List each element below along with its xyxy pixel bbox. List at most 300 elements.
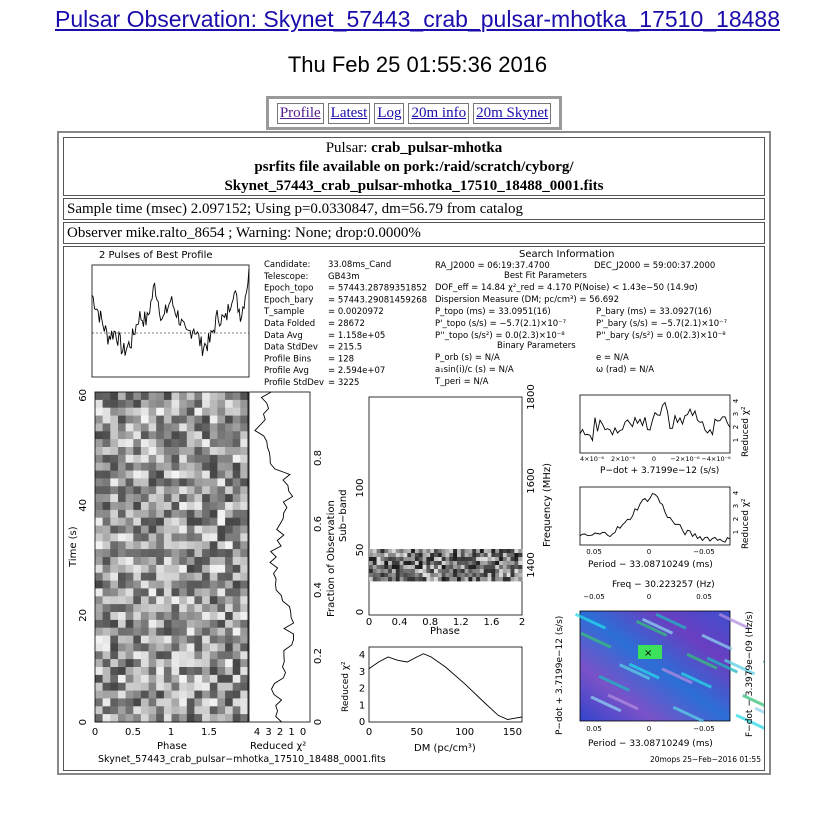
time-phase-cell xyxy=(194,431,202,439)
time-phase-cell xyxy=(164,533,172,541)
time-phase-cell xyxy=(110,675,118,683)
time-phase-cell xyxy=(118,392,126,400)
time-phase-cell xyxy=(217,675,225,683)
time-phase-cell xyxy=(202,620,210,628)
subband-cell xyxy=(461,557,465,561)
subband-cell xyxy=(426,561,430,565)
subband-cell xyxy=(468,561,472,565)
time-phase-cell xyxy=(187,439,195,447)
time-phase-ytick: 40 xyxy=(78,499,89,512)
time-phase-cell xyxy=(103,675,111,683)
time-phase-cell xyxy=(217,620,225,628)
time-phase-cell xyxy=(149,463,157,471)
tperi-value: T_peri = N/A xyxy=(435,377,489,387)
time-phase-cell xyxy=(110,541,118,549)
subband-cell xyxy=(407,573,411,577)
subband-cell xyxy=(388,549,392,553)
time-phase-cell xyxy=(126,565,134,573)
subband-cell xyxy=(468,577,472,581)
candidate-row-label: Profile Avg xyxy=(264,366,309,377)
subband-cell xyxy=(388,573,392,577)
time-phase-cell xyxy=(179,416,187,424)
time-phase-cell xyxy=(118,439,126,447)
time-phase-cell xyxy=(149,604,157,612)
time-phase-cell xyxy=(156,392,164,400)
nav-link-20m-skynet[interactable]: 20m Skynet xyxy=(473,103,551,124)
candidate-row-label: Profile StdDev xyxy=(264,378,325,388)
time-phase-cell xyxy=(225,557,233,565)
subband-cell xyxy=(396,561,400,565)
time-chi-ytick: 0.2 xyxy=(313,648,324,664)
time-phase-cell xyxy=(187,541,195,549)
time-phase-cell xyxy=(225,423,233,431)
time-phase-cell xyxy=(179,565,187,573)
plot-footer-stamp: 20mops 25−Feb−2016 01:55 xyxy=(650,755,761,764)
time-phase-cell xyxy=(95,455,103,463)
time-phase-cell xyxy=(194,478,202,486)
time-phase-cell xyxy=(172,573,180,581)
time-phase-cell xyxy=(194,423,202,431)
time-phase-cell xyxy=(118,620,126,628)
period-chi-ytick: 1 xyxy=(732,529,740,535)
time-phase-cell xyxy=(233,510,241,518)
time-chi-ylabel: Fraction of Observation xyxy=(326,500,337,617)
time-phase-cell xyxy=(133,573,141,581)
time-chi-xtick: 4 xyxy=(253,727,261,738)
subband-cell xyxy=(491,577,495,581)
subband-cell xyxy=(453,561,457,565)
time-phase-cell xyxy=(225,533,233,541)
time-phase-cell xyxy=(194,612,202,620)
subband-cell xyxy=(438,565,442,569)
time-phase-cell xyxy=(240,526,248,534)
subband-cell xyxy=(373,569,377,573)
time-phase-cell xyxy=(194,439,202,447)
page-title-link[interactable]: Pulsar Observation: Skynet_57443_crab_pulsar-mhotka_17510_18488 xyxy=(55,6,780,32)
time-phase-cell xyxy=(156,502,164,510)
subband-cell xyxy=(495,565,499,569)
time-phase-cell xyxy=(179,471,187,479)
time-phase-cell xyxy=(179,620,187,628)
subband-cell xyxy=(499,553,503,557)
time-phase-cell xyxy=(194,526,202,534)
pdot-chi-xtick: 4×10⁻⁶ xyxy=(580,455,604,463)
subband-cell xyxy=(488,557,492,561)
subband-cell xyxy=(373,577,377,581)
time-phase-cell xyxy=(149,588,157,596)
time-phase-cell xyxy=(217,628,225,636)
subband-cell xyxy=(484,549,488,553)
time-phase-cell xyxy=(179,510,187,518)
subband-cell xyxy=(381,561,385,565)
time-phase-cell xyxy=(240,518,248,526)
period-chi-ytick: 3 xyxy=(732,503,740,509)
subband-cell xyxy=(388,561,392,565)
time-phase-cell xyxy=(233,588,241,596)
time-phase-cell xyxy=(217,439,225,447)
time-phase-cell xyxy=(133,612,141,620)
time-phase-cell xyxy=(172,557,180,565)
time-phase-xtick: 1.5 xyxy=(201,727,217,738)
time-phase-cell xyxy=(240,588,248,596)
time-phase-cell xyxy=(202,643,210,651)
time-phase-cell xyxy=(141,392,149,400)
subband-cell xyxy=(400,561,404,565)
time-phase-cell xyxy=(133,588,141,596)
time-phase-cell xyxy=(118,400,126,408)
time-phase-cell xyxy=(110,502,118,510)
subband-cell xyxy=(434,565,438,569)
time-phase-cell xyxy=(225,518,233,526)
pdd-topo-value: P''_topo (s/s²) = 0.0(2.3)×10⁻⁸ xyxy=(435,331,565,341)
time-phase-cell xyxy=(103,581,111,589)
subband-cell xyxy=(446,549,450,553)
candidate-row-value: = 215.5 xyxy=(328,342,363,353)
time-phase-cell xyxy=(103,573,111,581)
time-chi-ytick: 0.6 xyxy=(313,516,324,532)
subband-cell xyxy=(434,561,438,565)
time-phase-cell xyxy=(217,573,225,581)
time-phase-cell xyxy=(202,706,210,714)
subband-xtick: 1.6 xyxy=(483,617,500,628)
subband-cell xyxy=(381,565,385,569)
time-phase-cell xyxy=(202,691,210,699)
time-phase-cell xyxy=(240,478,248,486)
subband-cell xyxy=(484,573,488,577)
profile-line xyxy=(92,269,249,356)
time-phase-cell xyxy=(103,620,111,628)
time-phase-cell xyxy=(133,486,141,494)
time-phase-cell xyxy=(210,392,218,400)
candidate-row-value: = 57443.28789351852 xyxy=(328,283,428,294)
time-phase-cell xyxy=(164,502,172,510)
time-phase-ytick: 20 xyxy=(78,609,89,622)
time-phase-cell xyxy=(110,643,118,651)
time-phase-cell xyxy=(202,471,210,479)
time-phase-cell xyxy=(126,439,134,447)
nav-link-log[interactable]: Log xyxy=(374,103,404,124)
time-phase-cell xyxy=(118,478,126,486)
time-phase-cell xyxy=(172,581,180,589)
time-phase-cell xyxy=(172,439,180,447)
time-phase-cell xyxy=(95,636,103,644)
subband-cell xyxy=(461,561,465,565)
subband-greyscale xyxy=(369,549,522,581)
time-phase-cell xyxy=(141,400,149,408)
time-phase-cell xyxy=(110,588,118,596)
ra-value: RA_J2000 = 06:19:37.4700 xyxy=(435,261,550,271)
time-phase-cell xyxy=(133,604,141,612)
time-phase-cell xyxy=(172,494,180,502)
time-phase-cell xyxy=(133,541,141,549)
time-phase-cell xyxy=(149,431,157,439)
time-phase-cell xyxy=(217,518,225,526)
time-phase-cell xyxy=(225,675,233,683)
subband-cell xyxy=(438,549,442,553)
time-phase-cell xyxy=(103,486,111,494)
subband-cell xyxy=(472,573,476,577)
time-phase-cell xyxy=(225,620,233,628)
subband-cell xyxy=(419,553,423,557)
time-phase-cell xyxy=(110,604,118,612)
time-phase-cell xyxy=(194,447,202,455)
subband-cell xyxy=(373,561,377,565)
time-phase-cell xyxy=(149,706,157,714)
time-phase-cell xyxy=(133,659,141,667)
time-phase-cell xyxy=(126,588,134,596)
subband-cell xyxy=(518,573,522,577)
period-chi-frame xyxy=(580,487,730,545)
subband-ytick-right: 1400 xyxy=(526,552,537,578)
time-phase-cell xyxy=(225,565,233,573)
time-phase-cell xyxy=(164,604,172,612)
time-phase-cell xyxy=(240,557,248,565)
time-phase-cell xyxy=(133,510,141,518)
time-phase-cell xyxy=(194,604,202,612)
time-phase-cell xyxy=(202,714,210,722)
subband-cell xyxy=(511,553,515,557)
time-phase-cell xyxy=(172,636,180,644)
time-phase-cell xyxy=(149,683,157,691)
time-phase-cell xyxy=(95,667,103,675)
time-phase-cell xyxy=(240,691,248,699)
time-phase-cell xyxy=(156,541,164,549)
time-phase-cell xyxy=(172,565,180,573)
subband-xtick: 0.4 xyxy=(391,617,408,628)
subband-cell xyxy=(442,561,446,565)
subband-cell xyxy=(503,569,507,573)
time-phase-cell xyxy=(95,478,103,486)
time-phase-cell xyxy=(217,408,225,416)
subband-cell xyxy=(465,577,469,581)
subband-cell xyxy=(438,561,442,565)
time-phase-cell xyxy=(233,502,241,510)
time-phase-cell xyxy=(118,714,126,722)
time-phase-cell xyxy=(141,581,149,589)
subband-cell xyxy=(457,573,461,577)
time-phase-cell xyxy=(95,400,103,408)
time-phase-cell xyxy=(133,471,141,479)
time-phase-cell xyxy=(126,612,134,620)
time-phase-cell xyxy=(141,628,149,636)
time-phase-cell xyxy=(133,463,141,471)
time-phase-cell xyxy=(210,408,218,416)
time-phase-cell xyxy=(95,691,103,699)
subband-cell xyxy=(484,569,488,573)
subband-xlabel: Phase xyxy=(430,626,460,637)
time-phase-cell xyxy=(110,573,118,581)
time-phase-cell xyxy=(210,541,218,549)
subband-cell xyxy=(484,557,488,561)
time-phase-cell xyxy=(194,549,202,557)
subband-cell xyxy=(415,561,419,565)
time-phase-cell xyxy=(149,675,157,683)
time-phase-cell xyxy=(118,486,126,494)
subband-cell xyxy=(430,577,434,581)
time-phase-cell xyxy=(240,565,248,573)
time-phase-cell xyxy=(210,557,218,565)
time-phase-cell xyxy=(202,439,210,447)
time-phase-cell xyxy=(217,549,225,557)
time-phase-cell xyxy=(240,706,248,714)
time-phase-cell xyxy=(240,651,248,659)
subband-cell xyxy=(457,561,461,565)
subband-cell xyxy=(514,549,518,553)
time-phase-cell xyxy=(172,706,180,714)
time-phase-cell xyxy=(95,651,103,659)
time-phase-cell xyxy=(156,636,164,644)
subband-cell xyxy=(411,565,415,569)
time-phase-cell xyxy=(164,683,172,691)
time-phase-cell xyxy=(187,675,195,683)
time-phase-cell xyxy=(187,494,195,502)
time-phase-cell xyxy=(187,431,195,439)
time-phase-cell xyxy=(118,604,126,612)
time-phase-cell xyxy=(110,706,118,714)
time-phase-cell xyxy=(194,691,202,699)
nav-link-latest[interactable]: Latest xyxy=(328,103,371,124)
time-phase-cell xyxy=(110,486,118,494)
time-phase-cell xyxy=(172,478,180,486)
subband-cell xyxy=(369,557,373,561)
time-phase-cell xyxy=(141,455,149,463)
time-phase-cell xyxy=(156,431,164,439)
time-phase-cell xyxy=(141,518,149,526)
time-phase-cell xyxy=(187,565,195,573)
candidate-info xyxy=(263,260,427,388)
dm-chi-ytick: 2 xyxy=(358,683,366,695)
subband-cell xyxy=(514,573,518,577)
time-phase-cell xyxy=(95,518,103,526)
subband-cell xyxy=(468,549,472,553)
time-phase-cell xyxy=(133,596,141,604)
time-phase-cell xyxy=(126,455,134,463)
time-phase-cell xyxy=(95,463,103,471)
time-phase-cell xyxy=(202,526,210,534)
subband-cell xyxy=(415,565,419,569)
subband-cell xyxy=(419,569,423,573)
time-phase-cell xyxy=(149,502,157,510)
time-phase-cell xyxy=(210,526,218,534)
time-phase-cell xyxy=(202,636,210,644)
subband-cell xyxy=(457,549,461,553)
time-phase-cell xyxy=(194,471,202,479)
subband-cell xyxy=(472,561,476,565)
profile-frame xyxy=(92,265,249,377)
subband-cell xyxy=(400,553,404,557)
subband-cell xyxy=(419,549,423,553)
subband-cell xyxy=(453,557,457,561)
subband-cell xyxy=(476,557,480,561)
time-phase-cell xyxy=(179,573,187,581)
time-phase-cell xyxy=(179,431,187,439)
time-phase-cell xyxy=(110,698,118,706)
time-phase-cell xyxy=(156,439,164,447)
time-phase-cell xyxy=(210,471,218,479)
time-phase-cell xyxy=(95,416,103,424)
subband-cell xyxy=(503,549,507,553)
time-phase-cell xyxy=(240,643,248,651)
time-phase-cell xyxy=(149,510,157,518)
subband-cell xyxy=(503,573,507,577)
time-phase-cell xyxy=(172,463,180,471)
time-phase-cell xyxy=(179,526,187,534)
time-phase-cell xyxy=(240,431,248,439)
time-phase-cell xyxy=(126,431,134,439)
time-phase-cell xyxy=(95,486,103,494)
time-phase-cell xyxy=(179,596,187,604)
subband-cell xyxy=(434,569,438,573)
time-phase-cell xyxy=(202,447,210,455)
subband-cell xyxy=(503,577,507,581)
time-phase-cell xyxy=(103,612,111,620)
subband-cell xyxy=(472,577,476,581)
time-phase-cell xyxy=(118,683,126,691)
time-phase-cell xyxy=(240,612,248,620)
subband-cell xyxy=(411,553,415,557)
time-phase-cell xyxy=(164,557,172,565)
time-phase-cell xyxy=(164,408,172,416)
period-chi-ytick: 2 xyxy=(732,516,740,522)
time-phase-cell xyxy=(156,518,164,526)
candidate-row-label: Epoch_bary xyxy=(264,295,314,306)
time-phase-cell xyxy=(118,455,126,463)
subband-cell xyxy=(507,557,511,561)
time-phase-cell xyxy=(164,706,172,714)
time-phase-cell xyxy=(118,533,126,541)
time-phase-cell xyxy=(194,392,202,400)
time-phase-cell xyxy=(103,463,111,471)
nav-link-profile[interactable]: Profile xyxy=(277,103,324,124)
candidate-row-label: Telescope: xyxy=(264,271,309,282)
time-phase-cell xyxy=(110,526,118,534)
time-phase-cell xyxy=(179,651,187,659)
time-phase-cell xyxy=(210,463,218,471)
time-phase-cell xyxy=(149,416,157,424)
time-phase-cell xyxy=(240,620,248,628)
subband-cell xyxy=(411,573,415,577)
time-phase-cell xyxy=(149,581,157,589)
nav-link-20m-info[interactable]: 20m info xyxy=(408,103,469,124)
time-phase-cell xyxy=(225,439,233,447)
time-phase-ylabel: Time (s) xyxy=(68,526,79,567)
pdot-chi-xtick: 2×10⁻⁶ xyxy=(611,455,635,463)
time-phase-cell xyxy=(126,471,134,479)
subband-cell xyxy=(400,557,404,561)
time-phase-cell xyxy=(141,541,149,549)
time-phase-cell xyxy=(172,510,180,518)
subband-cell xyxy=(377,553,381,557)
subband-cell xyxy=(503,565,507,569)
time-phase-cell xyxy=(187,518,195,526)
subband-cell xyxy=(415,549,419,553)
subband-cell xyxy=(484,577,488,581)
time-phase-cell xyxy=(103,636,111,644)
subband-cell xyxy=(499,569,503,573)
time-phase-cell xyxy=(202,400,210,408)
time-phase-cell xyxy=(202,518,210,526)
prepfold-figure xyxy=(64,247,764,770)
time-phase-xtick: 0.5 xyxy=(125,727,141,738)
subband-cell xyxy=(514,561,518,565)
candidate-row-value: = 0.0020972 xyxy=(328,307,384,318)
time-phase-cell xyxy=(194,455,202,463)
time-phase-cell xyxy=(156,478,164,486)
time-phase-cell xyxy=(149,596,157,604)
time-phase-cell xyxy=(118,643,126,651)
subband-cell xyxy=(381,549,385,553)
subband-cell xyxy=(507,569,511,573)
